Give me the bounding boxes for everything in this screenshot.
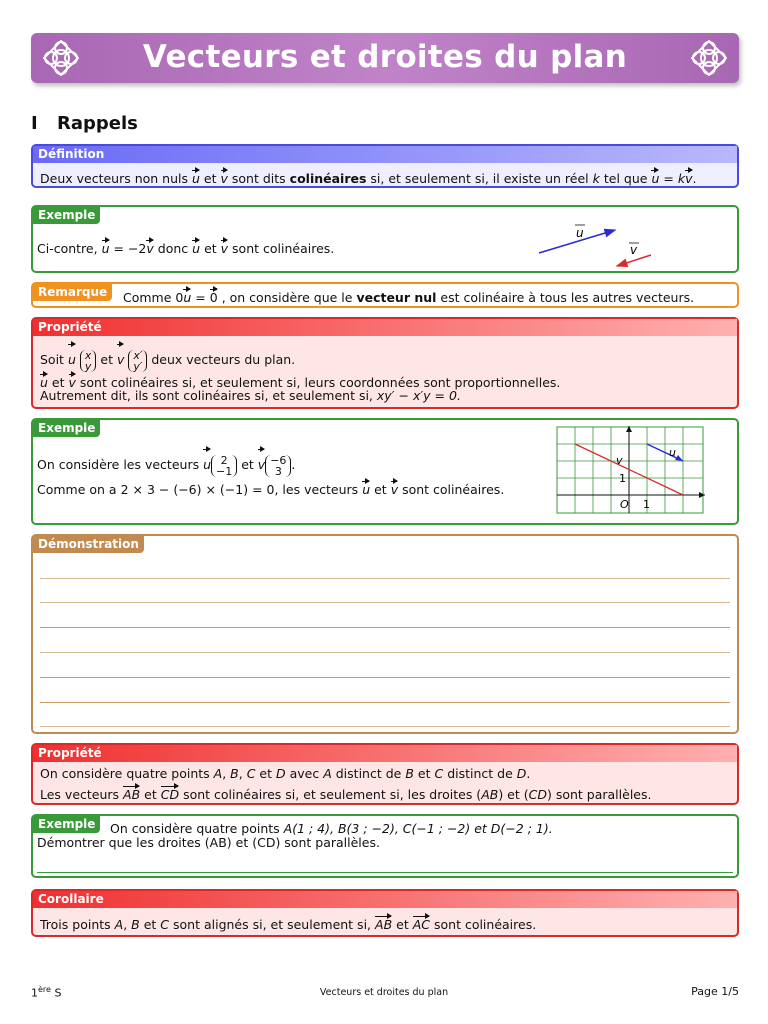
celtic-knot-icon bbox=[691, 40, 727, 76]
remark-box bbox=[31, 282, 739, 308]
corollary-text: Trois points A, B et C sont alignés si, et seulement si, AB et AC sont colinéaires. bbox=[40, 914, 536, 932]
example-box bbox=[31, 205, 739, 273]
writing-line bbox=[40, 627, 730, 628]
corollary-header: Corollaire bbox=[33, 891, 737, 908]
definition-text: Deux vecteurs non nuls u et v sont dits colinéaires si, et seulement si, il existe un réel k tel que u = kv. bbox=[40, 168, 696, 186]
example-line-2: Démontrer que les droites (AB) et (CD) sont parallèles. bbox=[37, 835, 380, 850]
example-header: Exemple bbox=[33, 420, 100, 437]
example-line-1: On considère quatre points A(1 ; 4), B(3 ; −2), C(−1 ; −2) et D(−2 ; 1). bbox=[110, 821, 553, 836]
grid-tick-x1: 1 bbox=[643, 498, 650, 511]
corollary-box bbox=[31, 889, 739, 937]
writing-line bbox=[37, 872, 733, 873]
footer-page-number: Page 1/5 bbox=[691, 985, 739, 998]
grid-u-label: u bbox=[669, 446, 676, 459]
property-box bbox=[31, 317, 739, 409]
definition-box bbox=[31, 144, 739, 188]
colinear-vectors-figure bbox=[523, 217, 663, 273]
example-line-2: Comme on a 2 × 3 − (−6) × (−1) = 0, les vecteurs u et v sont colinéaires. bbox=[37, 479, 504, 497]
example-text: Ci-contre, u = −2v donc u et v sont colinéaires. bbox=[37, 238, 334, 256]
section-title: Rappels bbox=[57, 113, 138, 134]
example-box bbox=[31, 418, 739, 525]
property-box bbox=[31, 743, 739, 805]
demonstration-header: Démonstration bbox=[33, 536, 144, 553]
vector-u-label: u bbox=[576, 226, 584, 240]
property-line-1: On considère quatre points A, B, C et D avec A distinct de B et C distinct de D. bbox=[40, 766, 531, 781]
example-header: Exemple bbox=[33, 207, 100, 224]
grid-v-label: v bbox=[616, 454, 623, 467]
grid-origin-label: O bbox=[620, 498, 629, 511]
property-line-2: u et v sont colinéaires si, et seulement si, leurs coordonnées sont proportionnelles. bbox=[40, 372, 560, 390]
section-number: I bbox=[31, 113, 38, 134]
property-header: Propriété bbox=[33, 745, 737, 762]
property-line-1: Soit u x y et v x′ y′ deux vecteurs du plan. bbox=[40, 342, 295, 375]
definition-header: Définition bbox=[33, 146, 737, 163]
demonstration-box bbox=[31, 534, 739, 734]
footer-center: Vecteurs et droites du plan bbox=[319, 987, 449, 998]
vector-v-label: v bbox=[630, 243, 638, 257]
footer-left: 1ère S bbox=[31, 985, 62, 1000]
grid-figure bbox=[555, 426, 705, 516]
example-line-1: On considère les vecteurs u 2 −1 et v −6 3 . bbox=[37, 447, 295, 480]
writing-line bbox=[40, 726, 730, 727]
example-header: Exemple bbox=[33, 816, 100, 833]
writing-line bbox=[40, 677, 730, 678]
remark-text: Comme 0u = 0 , on considère que le vecteur nul est colinéaire à tous les autres vecteurs. bbox=[123, 287, 694, 305]
property-line-2: Les vecteurs AB et CD sont colinéaires si, et seulement si, les droites (AB) et (CD) sont parallèles. bbox=[40, 784, 651, 802]
writing-line bbox=[40, 602, 730, 603]
remark-header: Remarque bbox=[33, 284, 112, 301]
writing-line bbox=[40, 652, 730, 653]
example-box bbox=[31, 814, 739, 878]
grid-tick-y1: 1 bbox=[619, 472, 626, 485]
writing-line bbox=[40, 702, 730, 703]
title-banner bbox=[31, 33, 739, 83]
property-header: Propriété bbox=[33, 319, 737, 336]
property-line-3: Autrement dit, ils sont colinéaires si, et seulement si, xy′ − x′y = 0. bbox=[40, 388, 461, 403]
writing-line bbox=[40, 578, 730, 579]
section-heading bbox=[31, 113, 138, 134]
page-title: Vecteurs et droites du plan bbox=[142, 39, 628, 75]
